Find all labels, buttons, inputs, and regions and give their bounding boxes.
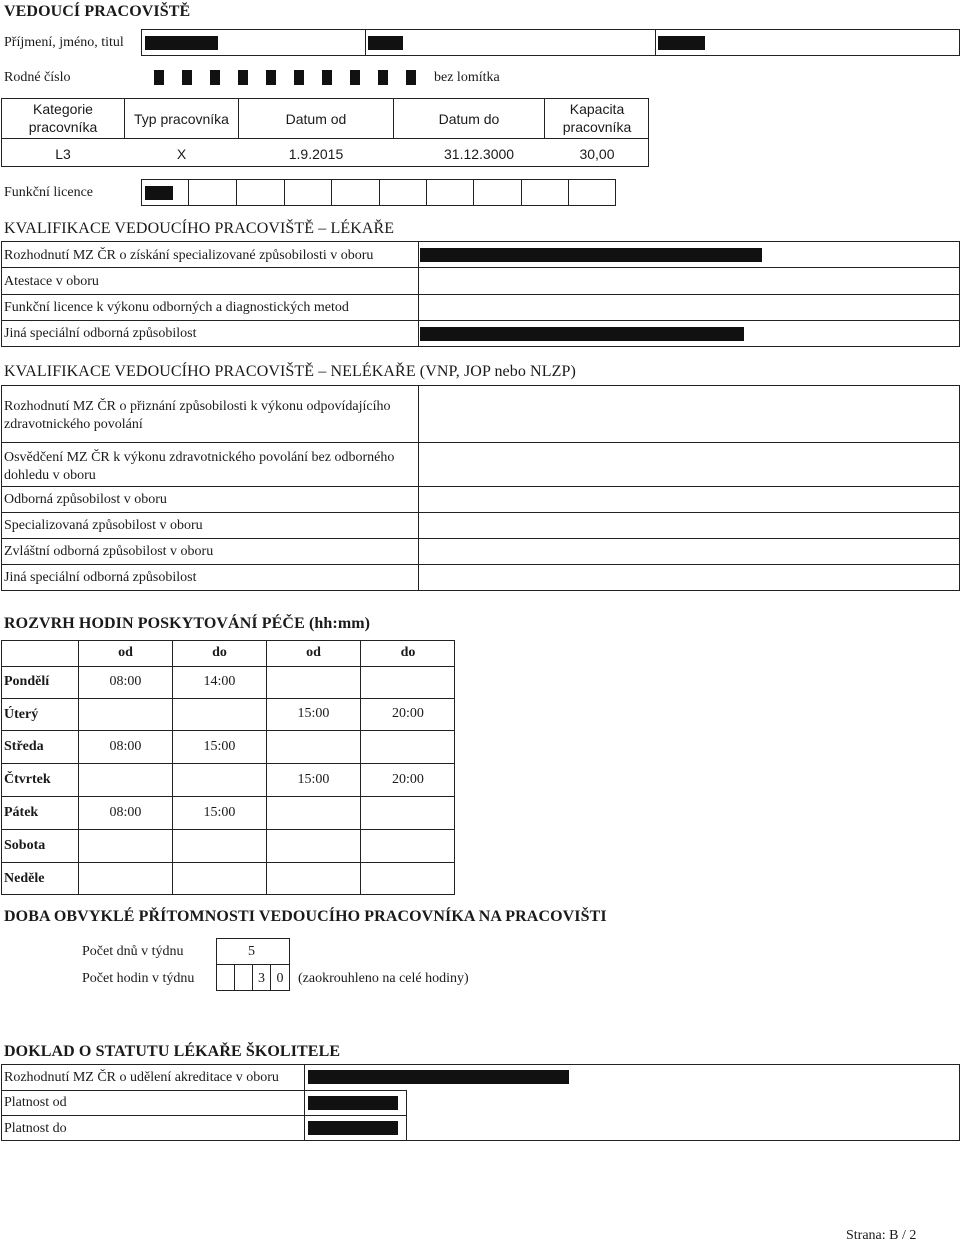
col-header-date-to: Datum do xyxy=(438,111,500,127)
hours-note: (zaokrouhleno na celé hodiny) xyxy=(298,971,469,986)
schedule-day-thursday: Čtvrtek xyxy=(4,772,51,787)
trainer-row-valid-from: Platnost od xyxy=(4,1095,67,1110)
section-title-schedule: ROZVRH HODIN POSKYTOVÁNÍ PÉČE (hh:mm) xyxy=(4,615,371,632)
birth-number-label: Rodné číslo xyxy=(4,70,71,85)
cell-date-to: 31.12.3000 xyxy=(444,146,515,162)
section-title-nondoctor-qualification: KVALIFIKACE VEDOUCÍHO PRACOVIŠTĚ – NELÉKAŘE (VNP, JOP nebo NLZP) xyxy=(4,363,576,380)
col-header-date-from: Datum od xyxy=(285,111,347,127)
redacted-digit xyxy=(322,70,332,85)
cell-type: X xyxy=(176,146,187,162)
schedule-cell[interactable]: 08:00 xyxy=(109,805,142,820)
nondoctor-row-other: Jiná speciální odborná způsobilost xyxy=(4,570,197,585)
redacted-specialization xyxy=(420,248,762,262)
nondoctor-row-certificate: Osvědčení MZ ČR k výkonu zdravotnického povolání bez odborného dohledu v oboru xyxy=(4,450,395,483)
doctor-row-other: Jiná speciální odborná způsobilost xyxy=(4,326,197,341)
nondoctor-row-special: Zvláštní odborná způsobilost v oboru xyxy=(4,544,214,559)
cell-date-from: 1.9.2015 xyxy=(288,146,344,162)
redacted-firstname xyxy=(368,36,403,50)
redacted-valid-to xyxy=(308,1121,398,1135)
schedule-cell[interactable]: 15:00 xyxy=(203,805,236,820)
redacted-digit xyxy=(378,70,388,85)
days-per-week-value: 5 xyxy=(248,944,255,959)
trainer-row-accreditation: Rozhodnutí MZ ČR o udělení akreditace v oboru xyxy=(4,1070,279,1085)
redacted-title xyxy=(658,36,705,50)
name-field[interactable] xyxy=(141,29,960,56)
redacted-digit xyxy=(238,70,248,85)
redacted-surname xyxy=(145,36,218,50)
redacted-digit xyxy=(210,70,220,85)
schedule-day-wednesday: Středa xyxy=(4,739,44,754)
section-title-presence: DOBA OBVYKLÉ PŘÍTOMNOSTI VEDOUCÍHO PRACOVNÍKA NA PRACOVIŠTI xyxy=(4,908,607,925)
schedule-day-friday: Pátek xyxy=(4,805,39,820)
section-title-doctor-qualification: KVALIFIKACE VEDOUCÍHO PRACOVIŠTĚ – LÉKAŘE xyxy=(4,220,395,237)
redacted-digit xyxy=(266,70,276,85)
schedule-header-from-2: od xyxy=(306,645,321,660)
redacted-digit xyxy=(182,70,192,85)
trainer-row-valid-to: Platnost do xyxy=(4,1121,67,1136)
schedule-cell[interactable]: 08:00 xyxy=(109,674,142,689)
schedule-header-from-1: od xyxy=(118,645,133,660)
hours-digit: 0 xyxy=(276,971,284,986)
schedule-day-monday: Pondělí xyxy=(4,674,50,689)
schedule-cell[interactable]: 14:00 xyxy=(203,674,236,689)
schedule-day-saturday: Sobota xyxy=(4,838,46,853)
section-title-workplace-head: VEDOUCÍ PRACOVIŠTĚ xyxy=(4,3,191,20)
schedule-header-to-2: do xyxy=(400,645,416,660)
redacted-digit xyxy=(294,70,304,85)
doctor-row-attestation: Atestace v oboru xyxy=(4,274,99,289)
schedule-cell[interactable]: 15:00 xyxy=(203,739,236,754)
doctor-row-license: Funkční licence k výkonu odborných a diagnostických metod xyxy=(4,300,349,315)
section-title-trainer: DOKLAD O STATUTU LÉKAŘE ŠKOLITELE xyxy=(4,1043,341,1060)
col-header-capacity: Kapacita pracovníka xyxy=(562,101,632,135)
hours-digit: 3 xyxy=(258,971,265,986)
doctor-row-specialization: Rozhodnutí MZ ČR o získání specializované způsobilosti v oboru xyxy=(4,248,374,263)
name-label: Příjmení, jméno, titul xyxy=(4,35,124,50)
col-header-type: Typ pracovníka xyxy=(134,111,229,127)
redacted-digit xyxy=(154,70,164,85)
schedule-cell[interactable]: 15:00 xyxy=(297,706,330,721)
redacted-digit xyxy=(350,70,360,85)
hours-per-week-label: Počet hodin v týdnu xyxy=(82,971,195,986)
redacted-accreditation xyxy=(308,1070,569,1084)
redacted-other-competence xyxy=(420,327,744,341)
nondoctor-row-professional: Odborná způsobilost v oboru xyxy=(4,492,167,507)
days-per-week-label: Počet dnů v týdnu xyxy=(82,944,184,959)
cell-capacity: 30,00 xyxy=(579,146,615,162)
schedule-cell[interactable]: 08:00 xyxy=(109,739,142,754)
cell-category: L3 xyxy=(55,146,71,162)
nondoctor-row-specialized: Specializovaná způsobilost v oboru xyxy=(4,518,203,533)
page-number: Strana: B / 2 xyxy=(846,1228,917,1243)
schedule-cell[interactable]: 20:00 xyxy=(392,706,424,721)
schedule-cell[interactable]: 15:00 xyxy=(297,772,330,787)
col-header-category: Kategorie pracovníka xyxy=(28,101,98,135)
redacted-license xyxy=(145,186,173,200)
license-label: Funkční licence xyxy=(4,185,94,200)
schedule-day-tuesday: Úterý xyxy=(4,707,39,722)
redacted-valid-from xyxy=(308,1096,398,1110)
nondoctor-row-decision: Rozhodnutí MZ ČR o přiznání způsobilosti k výkonu odpovídajícího zdravotnického povolání xyxy=(4,399,391,432)
redacted-digit xyxy=(406,70,416,85)
schedule-header-to-1: do xyxy=(212,645,227,660)
birth-number-note: bez lomítka xyxy=(434,70,500,85)
schedule-day-sunday: Neděle xyxy=(4,871,45,886)
schedule-cell[interactable]: 20:00 xyxy=(392,772,424,787)
